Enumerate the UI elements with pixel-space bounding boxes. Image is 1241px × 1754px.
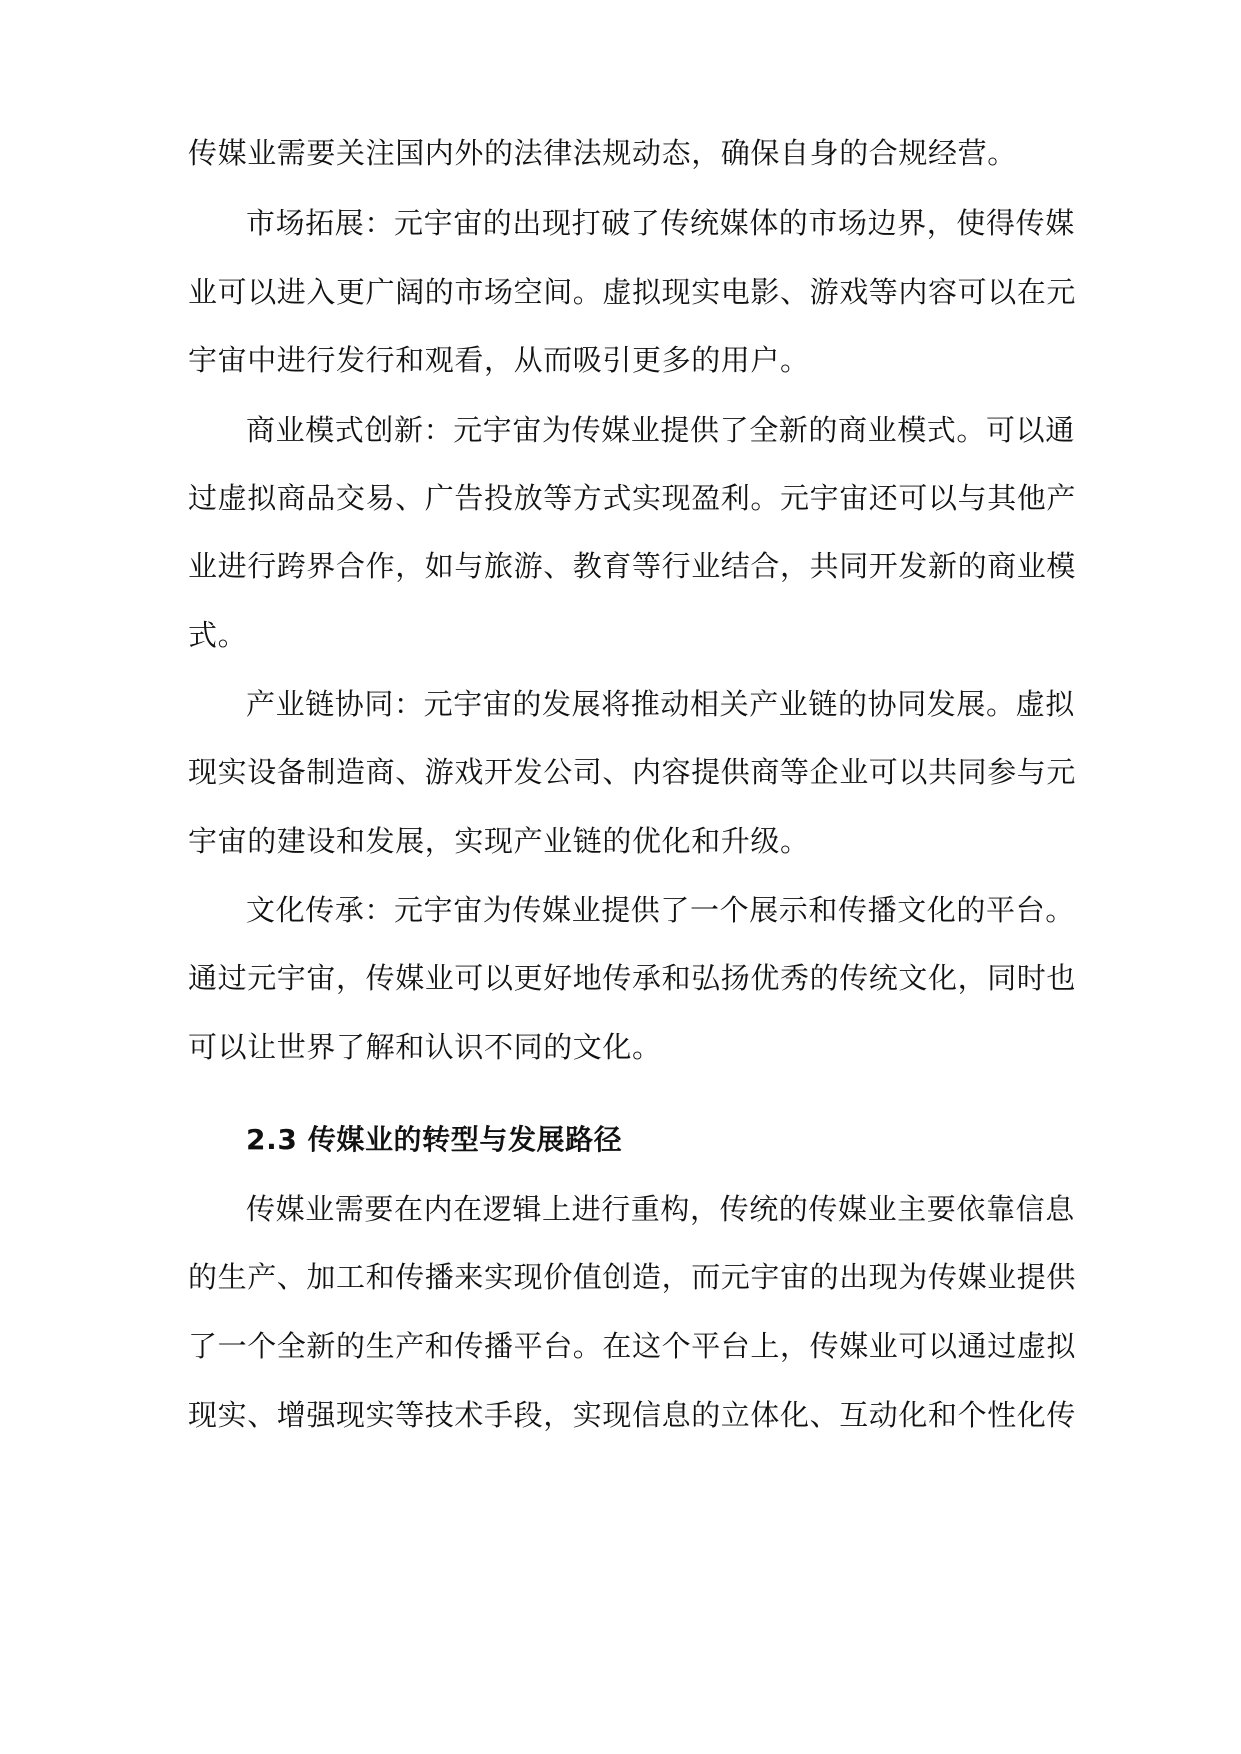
- body-text-line: 业可以进入更广阔的市场空间。虚拟现实电影、游戏等内容可以在元: [188, 275, 1077, 309]
- body-text-line: 业进行跨界合作，如与旅游、教育等行业结合，共同开发新的商业模: [188, 549, 1077, 583]
- body-text-line: 现实、增强现实等技术手段，实现信息的立体化、互动化和个性化传: [188, 1398, 1077, 1432]
- body-text-line: 的生产、加工和传播来实现价值创造，而元宇宙的出现为传媒业提供: [188, 1260, 1077, 1294]
- paragraph-first-line: 产业链协同：元宇宙的发展将推动相关产业链的协同发展。虚拟: [246, 687, 1075, 721]
- body-text-line: 宇宙中进行发行和观看，从而吸引更多的用户。: [188, 343, 810, 377]
- paragraph-first-line: 商业模式创新：元宇宙为传媒业提供了全新的商业模式。可以通: [246, 413, 1075, 447]
- paragraph-first-line: 传媒业需要在内在逻辑上进行重构，传统的传媒业主要依靠信息: [246, 1192, 1075, 1226]
- body-text-line: 宇宙的建设和发展，实现产业链的优化和升级。: [188, 824, 810, 858]
- paragraph-first-line: 文化传承：元宇宙为传媒业提供了一个展示和传播文化的平台。: [246, 893, 1075, 927]
- body-text-line: 式。: [188, 618, 248, 652]
- body-text-line: 通过元宇宙，传媒业可以更好地传承和弘扬优秀的传统文化，同时也: [188, 961, 1077, 995]
- body-text-line: 过虚拟商品交易、广告投放等方式实现盈利。元宇宙还可以与其他产: [188, 481, 1077, 515]
- section-heading: 2.3 传媒业的转型与发展路径: [246, 1123, 623, 1156]
- body-text-line: 传媒业需要关注国内外的法律法规动态，确保自身的合规经营。: [188, 136, 1017, 170]
- body-text-line: 现实设备制造商、游戏开发公司、内容提供商等企业可以共同参与元: [188, 755, 1077, 789]
- body-text-line: 了一个全新的生产和传播平台。在这个平台上，传媒业可以通过虚拟: [188, 1329, 1077, 1363]
- body-text-line: 可以让世界了解和认识不同的文化。: [188, 1030, 662, 1064]
- paragraph-first-line: 市场拓展：元宇宙的出现打破了传统媒体的市场边界，使得传媒: [246, 206, 1075, 240]
